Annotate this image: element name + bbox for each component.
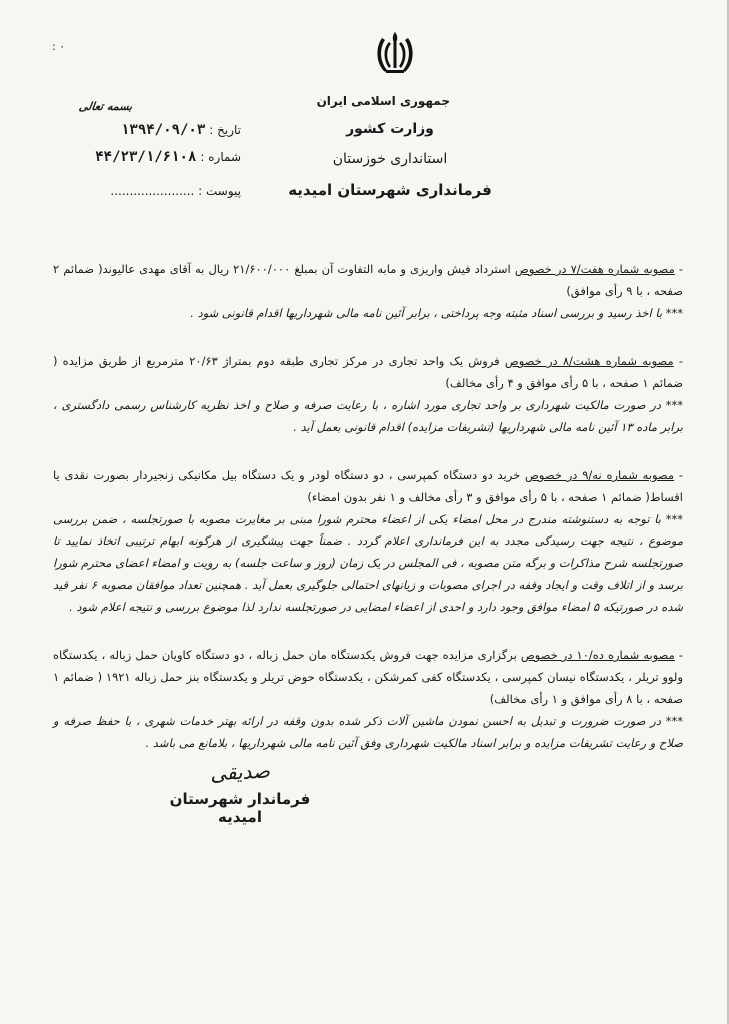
number-value: ۴۴/۲۳/۱/۶۱۰۸	[95, 149, 197, 165]
resolution-8-title: مصوبه شماره هشت/۸ در خصوص	[504, 354, 674, 368]
header-governorate: فرمانداری شهرستان امیدیه	[288, 181, 492, 199]
resolution-10-detail: *** در صورت ضرورت و تبدیل به احسن نمودن ماشین آلات ذکر شده بدون وقفه در ارائه بهتر خدمات شهری ، با حفظ صرفه و صلاح و رعایت تشریفات مزایده و برابر اسناد مالکیت شهرداری وفق آئین نامه مالی شهرداریها ، بلامانع می باشد .	[53, 714, 683, 750]
resolution-9-title: مصوبه شماره نه/۹ در خصوص	[525, 468, 675, 482]
number-label: شماره :	[200, 150, 241, 164]
resolutions-list	[53, 258, 683, 780]
resolution-8-detail: *** در صورت مالکیت شهرداری بر واحد تجاری مورد اشاره ، با رعایت صرفه و صلاح و اخذ نظریه کارشناس رسمی دادگستری ، برابر ماده ۱۳ آئین نامه مالی شهرداریها (تشریفات مزایده) اقدام قانونی بعمل آید .	[53, 398, 683, 434]
resolution-7-title: مصوبه شماره هفت/۷ در خصوص	[514, 262, 675, 276]
resolution-7-body: استرداد فیش واریزی و مابه التفاوت آن بمبلغ ۲۱/۶۰۰/۰۰۰ ریال به آقای مهدی عالیوند( ضمائم ۲ صفحه ، با ۹ رأی موافق)	[53, 262, 683, 298]
signature-title: فرماندار شهرستان امیدیه	[169, 790, 311, 826]
resolution-9-main: - مصوبه شماره نه/۹ در خصوص خرید دو دستگاه کمپرسی ، دو دستگاه لودر و یک دستگاه بیل مکانیکی زنجیردار بصورت نقدی یا اقساط( ضمائم ۱ صفحه ، با ۵ رأی موافق و ۳ رأی مخالف و ۱ نفر بدون امضاء)	[53, 468, 684, 504]
header-province-office: استانداری خوزستان	[332, 151, 448, 167]
resolution-8-main: - مصوبه شماره هشت/۸ در خصوص فروش یک واحد تجاری در مرکز تجاری طبقه دوم بمتراژ ۲۰/۶۳ مترمربع از طریق مزایده ( ضمائم ۱ صفحه ، با ۵ رأی موافق و ۴ رأی مخالف)	[53, 354, 684, 390]
header-ministry: وزارت کشور	[346, 121, 434, 137]
resolution-9	[53, 464, 683, 618]
iran-emblem-icon	[372, 28, 418, 78]
signature-name: صدیقی	[209, 758, 271, 786]
header-motto: بسمه تعالی	[77, 100, 133, 113]
resolution-9-body: خرید دو دستگاه کمپرسی ، دو دستگاه لودر و یک دستگاه بیل مکانیکی زنجیردار بصورت نقدی یا اقساط( ضمائم ۱ صفحه ، با ۵ رأی موافق و ۳ رأی مخالف و ۱ نفر بدون امضاء)	[53, 468, 683, 504]
margin-mark: ٠ :	[52, 40, 66, 53]
resolution-7-detail: *** با اخذ رسید و بررسی اسناد مثبته وجه پرداختی ، برابر آئین نامه مالی شهرداریها اقدام قانونی شود .	[190, 306, 683, 320]
date-value: ۱۳۹۴/۰۹/۰۳	[120, 122, 206, 138]
letter-date	[121, 122, 241, 138]
signature-block	[150, 760, 330, 826]
letter-attachment: پیوست : ......................	[110, 184, 241, 198]
letter-number	[95, 149, 241, 165]
resolution-7-main: - مصوبه شماره هفت/۷ در خصوص استرداد فیش واریزی و مابه التفاوت آن بمبلغ ۲۱/۶۰۰/۰۰۰ ریال به آقای مهدی عالیوند( ضمائم ۲ صفحه ، با ۹ رأی موافق)	[53, 262, 684, 298]
date-label: تاریخ :	[209, 123, 241, 137]
resolution-10-main: - مصوبه شماره ده/۱۰ در خصوص برگزاری مزایده جهت فروش یکدستگاه مان حمل زباله ، دو دستگاه کاویان حمل زباله ، یکدستگاه ولوو تریلر ، یکدستگاه نیسان کمپرسی ، یکدستگاه کفی کمرشکن ، یکدستگاه حوض تریلر و یکدستگاه بنز حمل زباله ۱۹۲۱ ( ضمائم ۱ صفحه ، با ۸ رأی موافق و ۱ رأی مخالف)	[53, 648, 684, 706]
resolution-8-body: فروش یک واحد تجاری در مرکز تجاری طبقه دوم بمتراژ ۲۰/۶۳ مترمربع از طریق مزایده ( ضمائم ۱ صفحه ، با ۵ رأی موافق و ۴ رأی مخالف)	[53, 354, 683, 390]
resolution-8	[53, 350, 683, 438]
resolution-7	[53, 258, 683, 324]
resolution-10-title: مصوبه شماره ده/۱۰ در خصوص	[520, 648, 675, 662]
header-country: جمهوری اسلامی ایران	[316, 94, 450, 108]
resolution-10	[53, 644, 683, 754]
resolution-10-body: برگزاری مزایده جهت فروش یکدستگاه مان حمل زباله ، دو دستگاه کاویان حمل زباله ، یکدستگاه ولوو تریلر ، یکدستگاه نیسان کمپرسی ، یکدستگاه کفی کمرشکن ، یکدستگاه حوض تریلر و یکدستگاه بنز حمل زباله ۱۹۲۱ ( ضمائم ۱ صفحه ، با ۸ رأی موافق و ۱ رأی مخالف)	[53, 648, 683, 706]
resolution-9-detail: *** با توجه به دستنوشته مندرج در محل امضاء یکی از اعضاء محترم شورا مبنی بر مغایرت مصوبه با صورتجلسه ، ضمن بررسی موضوع ، نتیجه جهت رسیدگی مجدد به این فرمانداری اعلام گردد . ضمناً جهت پیشگیری از هرگونه ابهام ترتیبی اتخاذ نمایید تا صورتجلسه شرح مذاکرات و برگه متن مصوبه ، فی المجلس در یک زمان (روز و ساعت جلسه) به رویت و امضاء اعضای محترم شورا برسد و از اتلاف وقت و ایجاد وقفه در اجرای مصوبات و زیانهای احتمالی جلوگیری بعمل آید . همچنین تعداد موافقان مصوبه ۶ نفر قید شده در صورتیکه ۵ امضاء موافق وجود دارد و احدی از اعضاء امضایی در صورتجلسه ندارد لذا موضوع بررسی و نتیجه اعلام شود .	[53, 512, 683, 614]
